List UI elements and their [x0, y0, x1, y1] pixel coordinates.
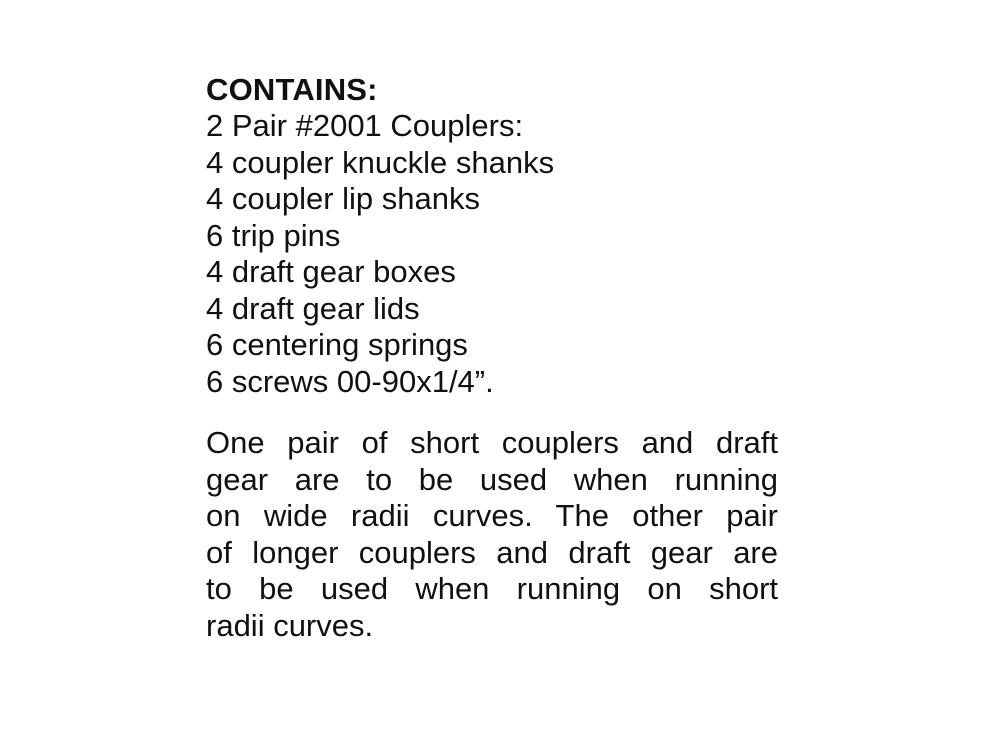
list-item: 6 trip pins [206, 217, 341, 253]
paragraph-line: gear are to be used when running [206, 461, 778, 497]
instruction-document [206, 72, 786, 644]
contents-list [206, 108, 786, 400]
list-item: 4 coupler lip shanks [206, 181, 480, 216]
paragraph-line: One pair of short couplers and draft [206, 425, 778, 460]
paragraph-line: on wide radii curves. The other pair [206, 498, 778, 533]
list-item: 4 draft gear boxes [206, 254, 456, 289]
list-item: 2 Pair #2001 Couplers: [206, 108, 524, 143]
paragraph-line: radii curves. [206, 607, 374, 643]
list-item: 4 coupler knuckle shanks [206, 144, 555, 180]
usage-paragraph [206, 425, 778, 644]
contains-heading: CONTAINS: [206, 72, 378, 107]
list-item: 6 centering springs [206, 327, 468, 362]
paragraph-line: to be used when running on short [206, 571, 778, 606]
list-item: 6 screws 00-90x1/4”. [206, 363, 494, 399]
paragraph-line: of longer couplers and draft gear are [206, 534, 778, 570]
list-item: 4 draft gear lids [206, 290, 420, 326]
